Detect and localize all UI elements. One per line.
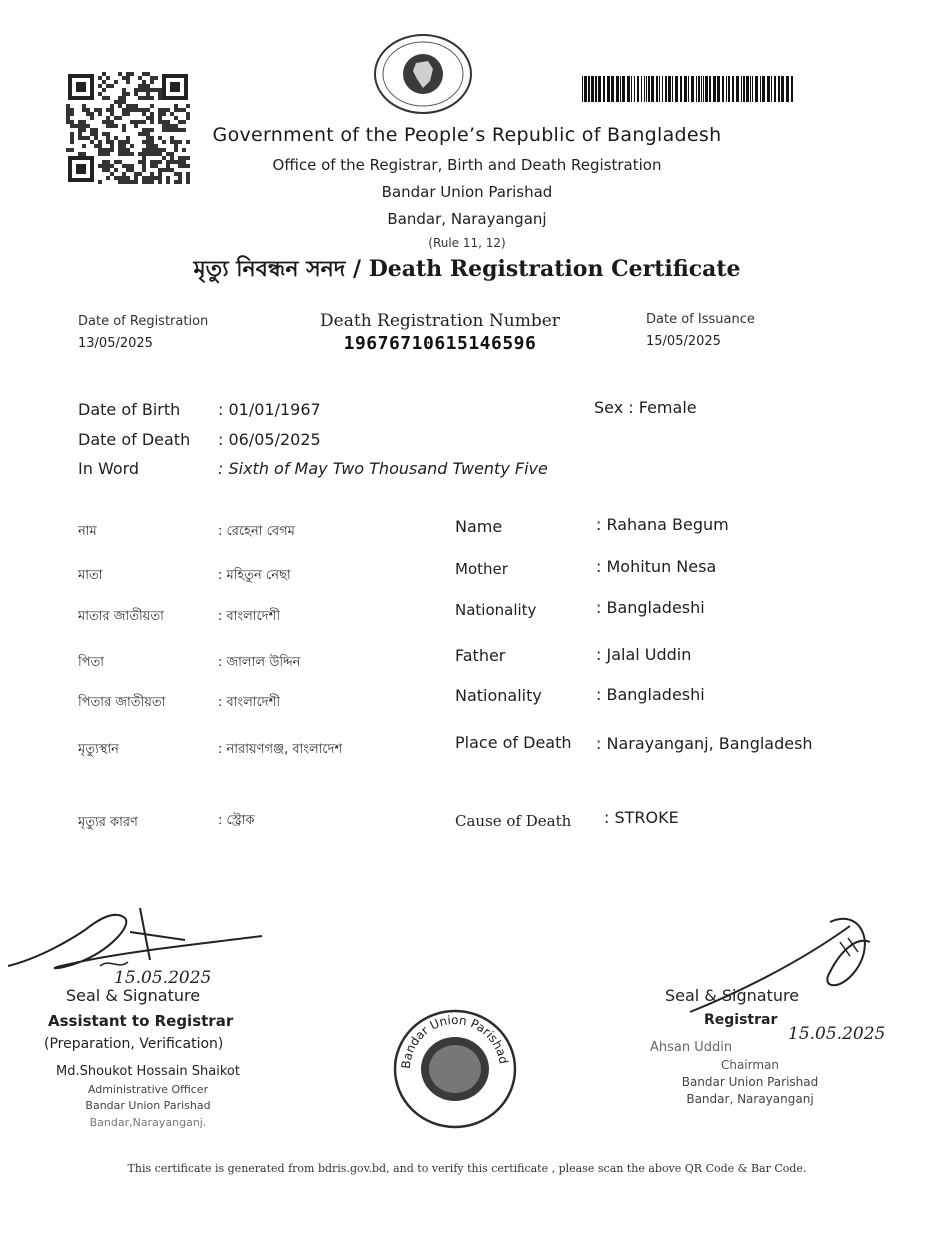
assistant-title: Administrative Officer [87,1083,209,1096]
place-of-death-label: Place of Death [455,733,572,752]
date-of-birth: : 01/01/1967 [218,400,321,419]
assistant-name: Md.Shoukot Hossain Shaikot [56,1064,240,1079]
bn-mother-nationality-value: : বাংলাদেশী [218,609,281,624]
date-of-registration-label: Date of Registration [78,314,209,329]
registration-number-label: Death Registration Number [320,311,560,331]
bn-cause-of-death-label: মৃত্যুর কারণ [78,815,138,830]
registrar-name: Ahsan Uddin [650,1040,733,1055]
father-nationality-value: : Bangladeshi [596,685,705,704]
place-of-death-value: : Narayanganj, Bangladesh [596,734,813,753]
in-word-value: : Sixth of May Two Thousand Twenty Five [218,459,548,478]
father-label: Father [455,646,506,665]
assistant-office: Bandar Union Parishad [85,1099,211,1112]
name-value: : Rahana Begum [596,515,729,534]
location: Bandar, Narayanganj [387,210,547,228]
date-of-birth-label: Date of Birth [78,400,181,419]
bn-father-label: পিতা [78,655,105,670]
cause-of-death-label: Cause of Death [455,812,572,830]
bn-name-label: নাম [78,524,97,539]
mother-label: Mother [455,560,508,578]
assistant-seal-label: Seal & Signature [66,986,201,1005]
government-title: Government of the People’s Republic of Bangladesh [212,124,722,146]
date-of-registration: 13/05/2025 [78,336,153,351]
registrar-seal-label: Seal & Signature [665,986,800,1005]
date-of-issuance: 15/05/2025 [646,334,721,349]
certificate-title: মৃত্যু নিবন্ধন সনদ / Death Registration Certificate [193,256,741,282]
date-of-death: : 06/05/2025 [218,430,321,449]
barcode [582,76,794,102]
bn-cause-of-death-value: : স্ট্রোক [218,813,255,828]
mother-nationality-label: Nationality [455,601,537,619]
assistant-role: Assistant to Registrar [48,1012,234,1030]
verification-footer: This certificate is generated from bdris.gov.bd, and to verify this certificate , please scan the above QR Code & Bar Code. [127,1162,807,1175]
mother-nationality-value: : Bangladeshi [596,598,705,617]
office-title: Office of the Registrar, Birth and Death Registration [272,156,662,174]
registration-number: 19676710615146596 [343,333,537,354]
assistant-role-detail: (Preparation, Verification) [44,1036,224,1052]
seal-text: Bandar Union Parishad [398,1012,511,1070]
mother-value: : Mohitun Nesa [596,557,717,576]
registrar-signature-date: 15.05.2025 [788,1024,886,1044]
registrar-office: Bandar Union Parishad [681,1075,819,1089]
bn-father-value: : জালাল উদ্দিন [218,655,301,670]
bn-place-of-death-value: : নারায়ণগঞ্জ, বাংলাদেশ [218,742,343,757]
assistant-signature-date: 15.05.2025 [114,968,212,988]
union-parishad-seal [392,1008,518,1130]
date-of-issuance-label: Date of Issuance [646,312,755,327]
registrar-location: Bandar, Narayanganj [686,1092,814,1106]
cause-of-death-value: : STROKE [604,808,679,827]
bn-place-of-death-label: মৃত্যুস্থান [78,742,119,757]
union-parishad: Bandar Union Parishad [381,183,553,201]
name-label: Name [455,517,503,536]
registrar-signature [680,912,880,1022]
bn-father-nationality-value: : বাংলাদেশী [218,695,281,710]
bn-mother-label: মাতা [78,568,103,583]
rule-reference: (Rule 11, 12) [428,236,506,250]
date-of-death-label: Date of Death [78,430,191,449]
bn-name-value: : রেহেনা বেগম [218,524,295,539]
in-word-label: In Word [78,459,140,478]
bn-mother-value: : মহিতুন নেছা [218,568,291,583]
bn-mother-nationality-label: মাতার জাতীয়তা [78,609,164,624]
assistant-location: Bandar,Narayanganj. [89,1116,207,1129]
bn-father-nationality-label: পিতার জাতীয়তা [78,695,166,710]
father-nationality-label: Nationality [455,686,542,705]
sex: Sex : Female [594,398,697,417]
registrar-title: Chairman [720,1058,780,1072]
government-emblem [373,33,473,115]
registrar-role: Registrar [704,1012,778,1028]
father-value: : Jalal Uddin [596,645,692,664]
